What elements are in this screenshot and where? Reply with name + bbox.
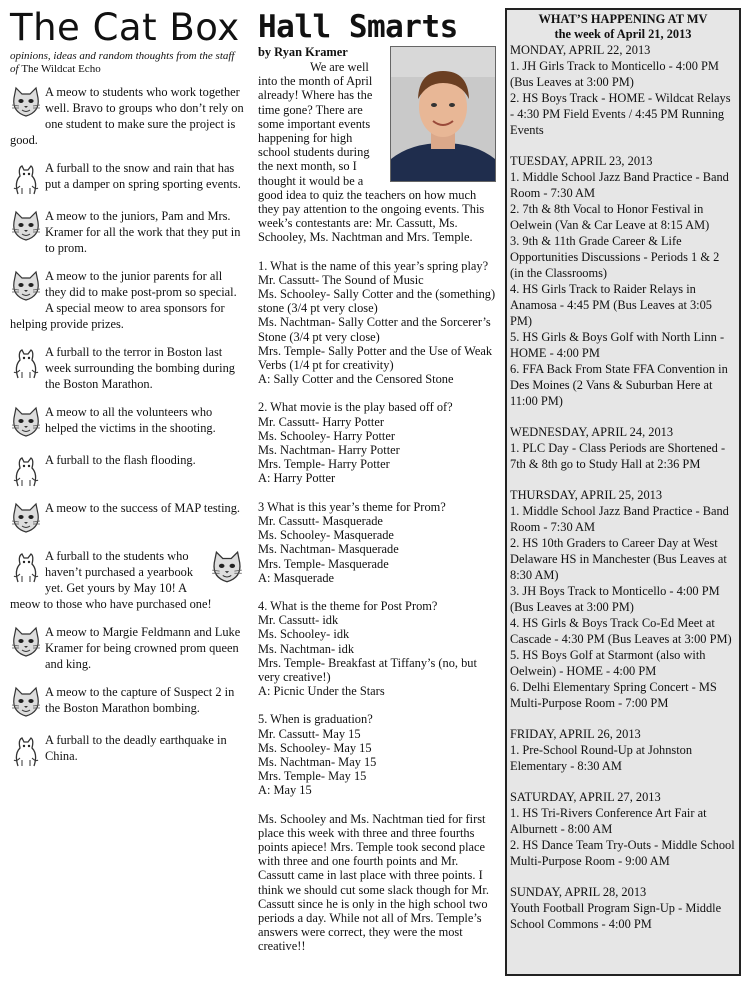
event-item: 3. 9th & 11th Grade Career & Life Opportunities Discussions - Periods 1 & 2 (in the Classrooms) [510, 234, 720, 280]
cat-box-item [10, 732, 244, 768]
event-item: 2. HS Dance Team Try-Outs - Middle School Multi-Purpose Room - 9:00 AM [510, 838, 735, 868]
cat-box-item-text: A meow to all the volunteers who helped the victims in the shooting. [45, 405, 216, 435]
event-item: 4. HS Girls Track to Raider Relays in Anamosa - 4:45 PM (Bus Leaves at 3:05 PM) [510, 282, 713, 328]
cat-box-item-text: A furball to the students who haven’t purchased a yearbook yet. Get yours by May 10! A meow to those who have purchased one! [10, 549, 212, 611]
angry-cat-icon [10, 550, 42, 584]
answer-line: Ms. Schooley- Masquerade [258, 528, 394, 543]
angry-cat-icon [10, 346, 42, 380]
cat-box-subtitle: opinions, ideas and random thoughts from the staff of The Wildcat Echo [10, 50, 235, 75]
question-text: 1. What is the name of this year’s spring play? [258, 258, 489, 273]
answer-line: Mrs. Temple- Harry Potter [258, 457, 390, 472]
answer-line: A: Masquerade [258, 570, 335, 585]
quiz-question [258, 712, 496, 797]
event-item: 1. JH Girls Track to Monticello - 4:00 PM (Bus Leaves at 3:00 PM) [510, 59, 719, 89]
answer-line: A: May 15 [258, 783, 312, 798]
cat-box-item [10, 684, 244, 720]
event-days [510, 42, 736, 932]
event-item: 2. HS 10th Graders to Career Day at West Delaware HS in Manchester (Bus Leaves at 8:30 AM) [510, 536, 727, 582]
event-day-heading: TUESDAY, APRIL 23, 2013 [510, 154, 653, 168]
answer-line: Ms. Nachtman- idk [258, 641, 355, 656]
event-day-heading: WEDNESDAY, APRIL 24, 2013 [510, 425, 674, 439]
question-text: 3 What is this year’s theme for Prom? [258, 499, 446, 514]
event-item: 4. HS Girls & Boys Track Co-Ed Meet at Cascade - 4:30 PM (Bus Leaves at 3:00 PM) [510, 616, 732, 646]
event-item: 5. HS Girls & Boys Golf with North Linn - HOME - 4:00 PM [510, 330, 725, 360]
cat-face-icon [210, 550, 244, 586]
event-item: 3. JH Boys Track to Monticello - 4:00 PM (Bus Leaves at 3:00 PM) [510, 584, 720, 614]
author-photo [390, 46, 496, 182]
quiz-question [258, 400, 496, 485]
event-day-heading: SUNDAY, APRIL 28, 2013 [510, 885, 647, 899]
quiz-question [258, 259, 496, 387]
event-item: 2. 7th & 8th Vocal to Honor Festival in Oelwein (Van & Car Leave at 8:15 AM) [510, 202, 710, 232]
cat-face-icon [10, 502, 42, 536]
cat-face-icon [10, 86, 42, 120]
answer-line: Mrs. Temple- Sally Potter and the Use of Weak Verbs (1/4 pt for creativity) [258, 343, 493, 373]
event-item: 6. FFA Back From State FFA Convention in Des Moines (2 Vans & Suburban Here at 11:00 PM) [510, 362, 728, 408]
cat-box-items [10, 84, 244, 768]
angry-cat-icon [10, 454, 42, 488]
quiz-question [258, 599, 496, 698]
answer-line: Ms. Nachtman- Masquerade [258, 542, 399, 557]
event-item: 1. PLC Day - Class Periods are Shortened - 7th & 8th go to Study Hall at 2:36 PM [510, 441, 726, 471]
cat-box-item-text: A furball to the terror in Boston last week surrounding the bombing during the Boston Marathon. [45, 345, 235, 391]
hall-smarts-column [258, 8, 496, 968]
cat-box-item [10, 624, 244, 672]
answer-line: Ms. Schooley- idk [258, 627, 350, 642]
event-day-heading: MONDAY, APRIL 22, 2013 [510, 43, 651, 57]
quiz-questions [258, 259, 496, 798]
cat-box-item [10, 208, 244, 256]
answer-line: Ms. Nachtman- Harry Potter [258, 443, 400, 458]
event-item: 1. Pre-School Round-Up at Johnston Elementary - 8:30 AM [510, 743, 693, 773]
answer-line: Mr. Cassutt- Masquerade [258, 513, 383, 528]
answer-line: Mr. Cassutt- The Sound of Music [258, 272, 424, 287]
answer-line: A: Harry Potter [258, 471, 336, 486]
byline: by Ryan Kramer [258, 45, 348, 59]
answer-line: Ms. Schooley- Harry Potter [258, 428, 395, 443]
answer-line: A: Picnic Under the Stars [258, 684, 385, 699]
event-item: 5. HS Boys Golf at Starmont (also with Oelwein) - HOME - 4:00 PM [510, 648, 706, 678]
event-day-heading: FRIDAY, APRIL 26, 2013 [510, 727, 641, 741]
answer-line: Mr. Cassutt- idk [258, 613, 339, 628]
event-day-heading: SATURDAY, APRIL 27, 2013 [510, 790, 661, 804]
publication-name: The Wildcat Echo [21, 63, 101, 75]
answer-line: Ms. Schooley- May 15 [258, 740, 372, 755]
cat-box-item [10, 268, 244, 332]
answer-line: Mrs. Temple- Breakfast at Tiffany’s (no, but very creative!) [258, 655, 477, 684]
quiz-question [258, 500, 496, 585]
angry-cat-icon [10, 162, 42, 196]
event-item: 1. HS Tri-Rivers Conference Art Fair at Alburnett - 8:00 AM [510, 806, 707, 836]
cat-box-item [10, 548, 244, 612]
hall-smarts-title: Hall Smarts [258, 9, 458, 45]
cat-box-item [10, 84, 244, 148]
whats-happening-box [505, 8, 741, 976]
cat-box-item [10, 160, 244, 196]
cat-face-icon [10, 626, 42, 660]
intro-paragraph: We are well into the month of April already! Where has the time gone? There are some important events happening for high school students during the next month, so I thought it would be a good idea to quiz the teachers on how much they pay attention to the ongoing events. This week’s contestants are: Mr. Cassutt, Ms. Schooley, Ms. Nachtman and Mrs. Temple. [258, 60, 485, 245]
answer-line: Ms. Nachtman- Sally Cotter and the Sorcerer’s Stone (3/4 pt very close) [258, 315, 491, 344]
event-item: 1. Middle School Jazz Band Practice - Band Room - 7:30 AM [510, 170, 729, 200]
happening-subtitle: the week of April 21, 2013 [554, 27, 692, 41]
cat-box-item-text: A furball to the deadly earthquake in China. [45, 733, 227, 763]
answer-line: A: Sally Cotter and the Censored Stone [258, 372, 454, 387]
happening-title: WHAT’S HAPPENING AT MV [538, 12, 708, 26]
cat-face-icon [10, 686, 42, 720]
cat-box-title: The Cat Box [10, 6, 240, 49]
cat-box-item-text: A meow to students who work together well. Bravo to groups who don’t rely on one student to make sure the project is good. [10, 85, 244, 147]
angry-cat-icon [10, 734, 42, 768]
cat-box-item-text: A meow to Margie Feldmann and Luke Kramer for being crowned prom queen and king. [45, 625, 241, 671]
answer-line: Ms. Schooley- Sally Cotter and the (something) stone (3/4 pt very close) [258, 287, 496, 316]
question-text: 2. What movie is the play based off of? [258, 400, 453, 415]
question-text: 5. When is graduation? [258, 712, 373, 727]
answer-line: Mrs. Temple- May 15 [258, 769, 367, 784]
cat-box-item-text: A meow to the junior parents for all they did to make post-prom so special. A special meow to area sponsors for helping provide prizes. [10, 269, 237, 331]
cat-face-icon [10, 406, 42, 440]
cat-box-item-text: A meow to the success of MAP testing. [45, 501, 241, 515]
event-item: 6. Delhi Elementary Spring Concert - MS Multi-Purpose Room - 7:00 PM [510, 680, 717, 710]
event-item: Youth Football Program Sign-Up - Middle School Commons - 4:00 PM [510, 901, 722, 931]
cat-box-column [10, 8, 244, 780]
cat-box-item-text: A furball to the snow and rain that has put a damper on spring sporting events. [45, 161, 241, 191]
answer-line: Mr. Cassutt- Harry Potter [258, 414, 384, 429]
event-item: 1. Middle School Jazz Band Practice - Band Room - 7:30 AM [510, 504, 729, 534]
event-day-heading: THURSDAY, APRIL 25, 2013 [510, 488, 663, 502]
cat-box-item-text: A meow to the juniors, Pam and Mrs. Kramer for all the work that they put in to prom. [45, 209, 241, 255]
conclusion-paragraph: Ms. Schooley and Ms. Nachtman tied for first place this week with three and three fourths points apiece! Mrs. Temple took second place with three and one fourth points and Mr. Cassutt came in last place with three points. I think we should cut some slack though for Mr. Cassutt since he is only in the high school two periods a day. While not all of Mrs. Temple’s answers were correct, they were the most creative!! [258, 811, 489, 954]
cat-box-item [10, 500, 244, 536]
cat-face-icon [10, 270, 42, 304]
event-item: 2. HS Boys Track - HOME - Wildcat Relays - 4:30 PM Field Events / 4:45 PM Running Events [510, 91, 731, 137]
cat-box-item [10, 452, 244, 488]
cat-box-item [10, 344, 244, 392]
question-text: 4. What is the theme for Post Prom? [258, 598, 438, 613]
cat-box-item-text: A furball to the flash flooding. [45, 453, 196, 467]
answer-line: Ms. Nachtman- May 15 [258, 754, 377, 769]
answer-line: Mrs. Temple- Masquerade [258, 556, 389, 571]
cat-face-icon [10, 210, 42, 244]
cat-box-item-text: A meow to the capture of Suspect 2 in the Boston Marathon bombing. [45, 685, 235, 715]
answer-line: Mr. Cassutt- May 15 [258, 726, 361, 741]
cat-box-item [10, 404, 244, 440]
